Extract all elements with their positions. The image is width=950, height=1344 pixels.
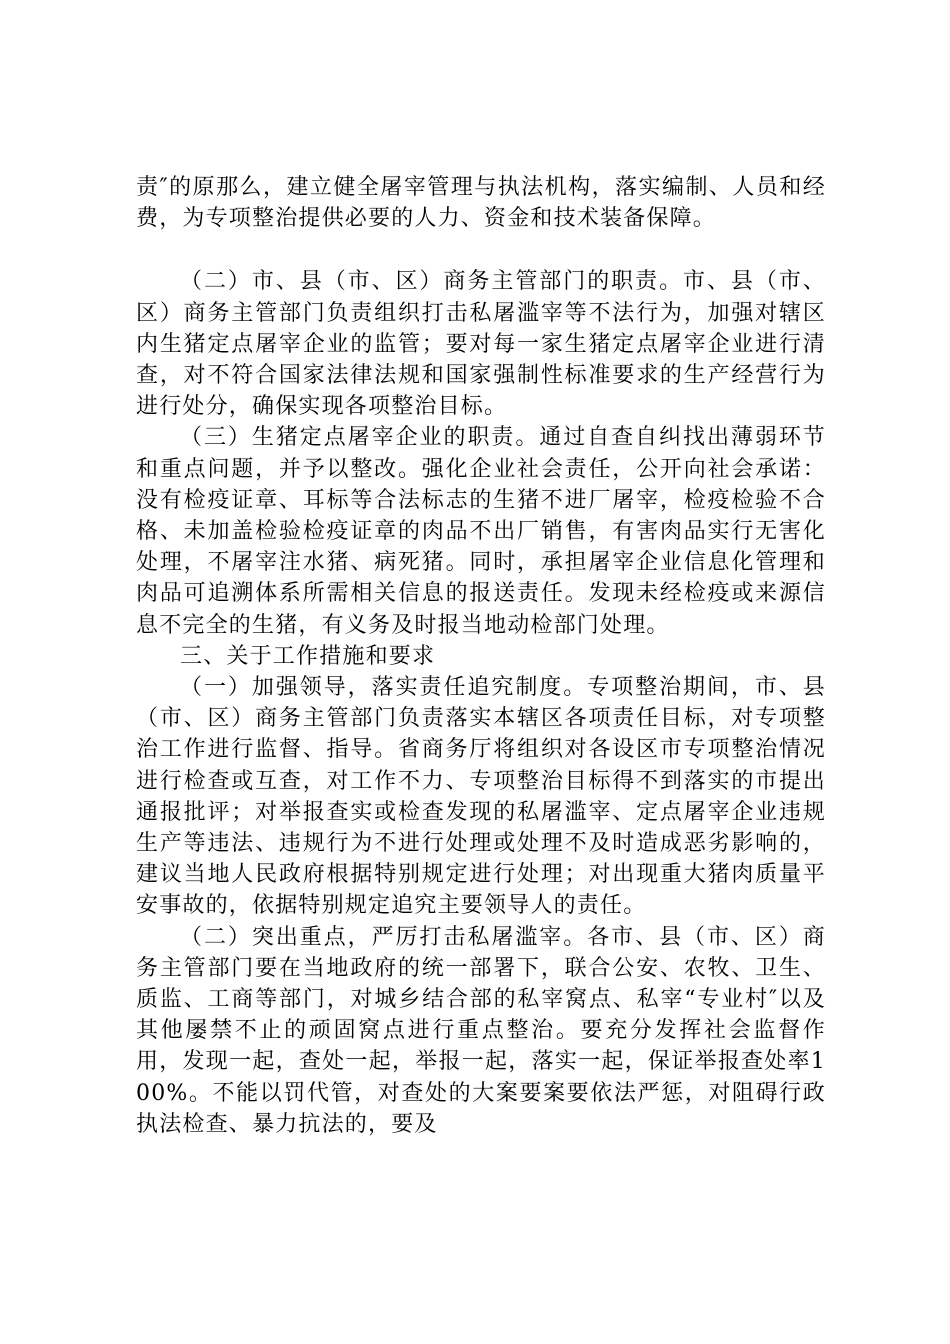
- section-heading-measures: 三、关于工作措施和要求: [180, 643, 436, 669]
- paragraph-enterprise-duties: （三）生猪定点屠宰企业的职责。通过自查自纠找出薄弱环节和重点问题，并予以整改。强化企业社会责任，公开向社会承诺：没有检疫证章、耳标等合法标志的生猪不进厂屠宰，检疫检验不合格、未加盖检验检疫证章的肉品不出厂销售，有害肉品实行无害化处理，不屠宰注水猪、病死猪。同时，承担屠宰企业信息化管理和肉品可追溯体系所需相关信息的报送责任。发现未经检疫或来源信息不完全的生猪，有义务及时报当地动检部门处理。: [136, 425, 826, 638]
- paragraph-leadership: （一）加强领导，落实责任追究制度。专项整治期间，市、县（市、区）商务主管部门负责落实本辖区各项责任目标，对专项整治工作进行监督、指导。省商务厅将组织对各设区市专项整治情况进行检查或互查，对工作不力、专项整治目标得不到落实的市提出通报批评；对举报查实或检查发现的私屠滥宰、定点屠宰企业违规生产等违法、违规行为不进行处理或处理不及时造成恶劣影响的，建议当地人民政府根据特别规定进行处理；对出现重大猪肉质量平安事故的，依据特别规定追究主要领导人的责任。: [136, 675, 826, 919]
- paragraph-crackdown: （二）突出重点，严厉打击私屠滥宰。各市、县（市、区）商务主管部门要在当地政府的统一部署下，联合公安、农牧、卫生、质监、工商等部门，对城乡结合部的私宰窝点、私宰“专业村″以及其他屡禁不止的顽固窝点进行重点整治。要充分发挥社会监督作用，发现一起，查处一起，举报一起，落实一起，保证举报查处率100%。不能以罚代管，对查处的大案要案要依法严惩，对阻碍行政执法检查、暴力抗法的，要及: [136, 924, 826, 1137]
- paragraph-continuation: 责″的原那么，建立健全屠宰管理与执法机构，落实编制、人员和经费，为专项整治提供必要的人力、资金和技术装备保障。: [136, 175, 826, 232]
- paragraph-municipal-duties: （二）市、县（市、区）商务主管部门的职责。市、县（市、区）商务主管部门负责组织打击私屠滥宰等不法行为，加强对辖区内生猪定点屠宰企业的监管；要对每一家生猪定点屠宰企业进行清查，对不符合国家法律法规和国家强制性标准要求的生产经营行为进行处分，确保实现各项整治目标。: [136, 269, 826, 420]
- document-page: [136, 172, 826, 1140]
